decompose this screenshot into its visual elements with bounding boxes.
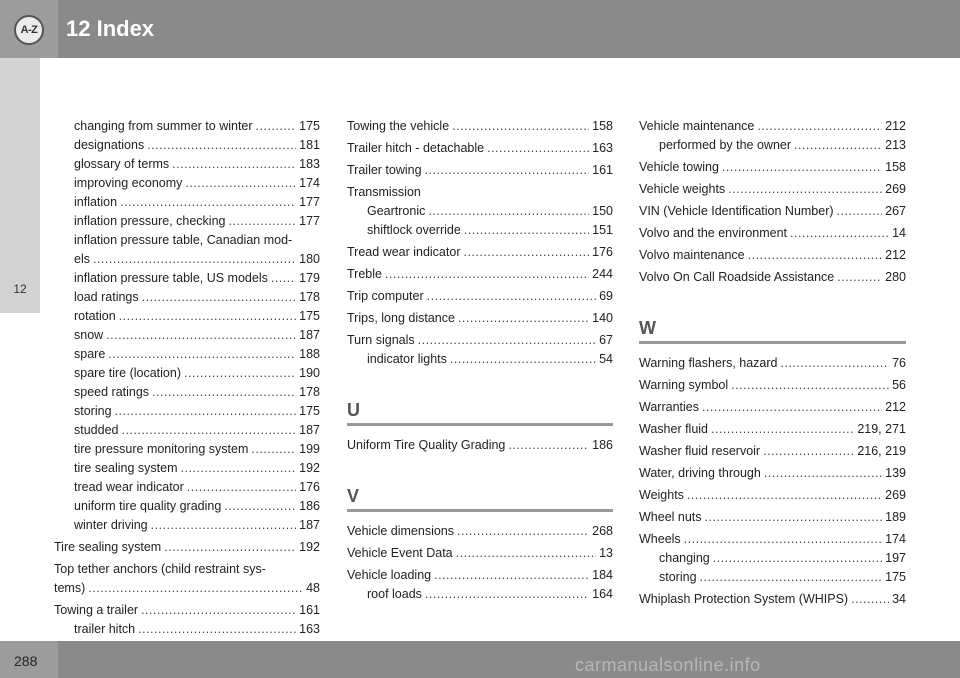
index-entry[interactable]: Geartronic ..... 150: [347, 202, 613, 221]
index-entry[interactable]: improving economy ..... 174: [54, 174, 320, 193]
index-entry[interactable]: indicator lights ..... 54: [347, 350, 613, 369]
watermark-text: carmanualsonline.info: [575, 655, 761, 675]
index-entry[interactable]: Volvo On Call Roadside Assistance ..... 280: [639, 268, 906, 287]
index-entry[interactable]: shiftlock override ..... 151: [347, 221, 613, 240]
chapter-side-tab-label: 12: [13, 282, 27, 296]
index-entry[interactable]: load ratings ..... 178: [54, 288, 320, 307]
index-entry[interactable]: els ..... 180: [54, 250, 320, 269]
index-entry[interactable]: Weights ..... 269: [639, 486, 906, 505]
index-entry[interactable]: rotation ..... 175: [54, 307, 320, 326]
page-footer: [0, 641, 960, 678]
page-title: 12 Index: [66, 16, 155, 41]
index-entry-heading[interactable]: Transmission: [347, 185, 421, 199]
page-header: [0, 0, 960, 58]
section-letter: W: [639, 318, 656, 338]
index-entry[interactable]: Warning symbol ..... 56: [639, 376, 906, 395]
index-entry[interactable]: studded ..... 187: [54, 421, 320, 440]
index-entry[interactable]: changing from summer to winter ..... 175: [54, 117, 320, 136]
index-entry[interactable]: Trailer hitch - detachable ..... 163: [347, 139, 613, 158]
index-column-3: [639, 117, 906, 609]
index-column-2: [347, 117, 613, 604]
index-column-1: [54, 117, 320, 639]
section-letter: U: [347, 400, 360, 420]
index-entry-first-line[interactable]: inflation pressure table, Canadian mod-: [74, 233, 293, 247]
index-entry[interactable]: VIN (Vehicle Identification Number) ..... 267: [639, 202, 906, 221]
index-entry[interactable]: tread wear indicator ..... 176: [54, 478, 320, 497]
index-entry[interactable]: Towing a trailer ..... 161: [54, 601, 320, 620]
index-entry[interactable]: Water, driving through ..... 139: [639, 464, 906, 483]
index-entry[interactable]: tire pressure monitoring system ..... 199: [54, 440, 320, 459]
index-entry[interactable]: Trip computer ..... 69: [347, 287, 613, 306]
section-divider: [347, 509, 613, 512]
chapter-side-tab: [0, 58, 40, 313]
index-entry[interactable]: Vehicle weights ..... 269: [639, 180, 906, 199]
index-entry[interactable]: Volvo and the environment ..... 14: [639, 224, 906, 243]
index-entry[interactable]: tems) ..... 48: [54, 579, 320, 598]
header-badge-area: [0, 0, 58, 58]
index-entry[interactable]: Whiplash Protection System (WHIPS) ..... 34: [639, 590, 906, 609]
index-entry-first-line[interactable]: Top tether anchors (child restraint sys-: [54, 562, 266, 576]
index-entry[interactable]: Towing the vehicle ..... 158: [347, 117, 613, 136]
index-entry[interactable]: inflation pressure, checking ..... 177: [54, 212, 320, 231]
index-entry[interactable]: Wheel nuts ..... 189: [639, 508, 906, 527]
index-entry[interactable]: tire sealing system ..... 192: [54, 459, 320, 478]
index-entry[interactable]: performed by the owner ..... 213: [639, 136, 906, 155]
index-entry[interactable]: designations ..... 181: [54, 136, 320, 155]
index-entry[interactable]: Warranties ..... 212: [639, 398, 906, 417]
index-entry[interactable]: Vehicle dimensions ..... 268: [347, 522, 613, 541]
index-entry[interactable]: Warning flashers, hazard ..... 76: [639, 354, 906, 373]
section-heading-u: [347, 399, 613, 426]
section-heading-v: [347, 485, 613, 512]
index-entry[interactable]: trailer hitch ..... 163: [54, 620, 320, 639]
index-entry[interactable]: Washer fluid reservoir ..... 216, 219: [639, 442, 906, 461]
index-entry[interactable]: Vehicle Event Data ..... 13: [347, 544, 613, 563]
index-entry[interactable]: Washer fluid ..... 219, 271: [639, 420, 906, 439]
index-entry[interactable]: inflation pressure table, US models ..... 179: [54, 269, 320, 288]
index-entry[interactable]: snow ..... 187: [54, 326, 320, 345]
index-entry[interactable]: changing ..... 197: [639, 549, 906, 568]
page-number: 288: [14, 653, 38, 669]
section-divider: [347, 423, 613, 426]
index-entry[interactable]: Tread wear indicator ..... 176: [347, 243, 613, 262]
index-entry[interactable]: Uniform Tire Quality Grading ..... 186: [347, 436, 613, 455]
index-entry[interactable]: inflation ..... 177: [54, 193, 320, 212]
index-entry[interactable]: speed ratings ..... 178: [54, 383, 320, 402]
footer-page-area: [0, 641, 58, 678]
index-entry[interactable]: winter driving ..... 187: [54, 516, 320, 535]
index-entry[interactable]: uniform tire quality grading ..... 186: [54, 497, 320, 516]
index-entry[interactable]: storing ..... 175: [639, 568, 906, 587]
index-entry[interactable]: Vehicle towing ..... 158: [639, 158, 906, 177]
index-entry[interactable]: Trips, long distance ..... 140: [347, 309, 613, 328]
index-entry[interactable]: glossary of terms ..... 183: [54, 155, 320, 174]
index-entry[interactable]: Turn signals ..... 67: [347, 331, 613, 350]
section-heading-w: [639, 317, 906, 344]
index-entry[interactable]: Tire sealing system ..... 192: [54, 538, 320, 557]
index-entry[interactable]: spare ..... 188: [54, 345, 320, 364]
index-entry[interactable]: roof loads ..... 164: [347, 585, 613, 604]
index-entry[interactable]: Vehicle loading ..... 184: [347, 566, 613, 585]
index-entry[interactable]: Trailer towing ..... 161: [347, 161, 613, 180]
index-entry[interactable]: Wheels ..... 174: [639, 530, 906, 549]
index-entry[interactable]: Volvo maintenance ..... 212: [639, 246, 906, 265]
index-entry[interactable]: Treble ..... 244: [347, 265, 613, 284]
index-entry[interactable]: Vehicle maintenance ..... 212: [639, 117, 906, 136]
index-entry[interactable]: storing ..... 175: [54, 402, 320, 421]
section-divider: [639, 341, 906, 344]
section-letter: V: [347, 486, 360, 506]
index-entry[interactable]: spare tire (location) ..... 190: [54, 364, 320, 383]
a-z-index-icon: A-Z: [14, 15, 44, 45]
